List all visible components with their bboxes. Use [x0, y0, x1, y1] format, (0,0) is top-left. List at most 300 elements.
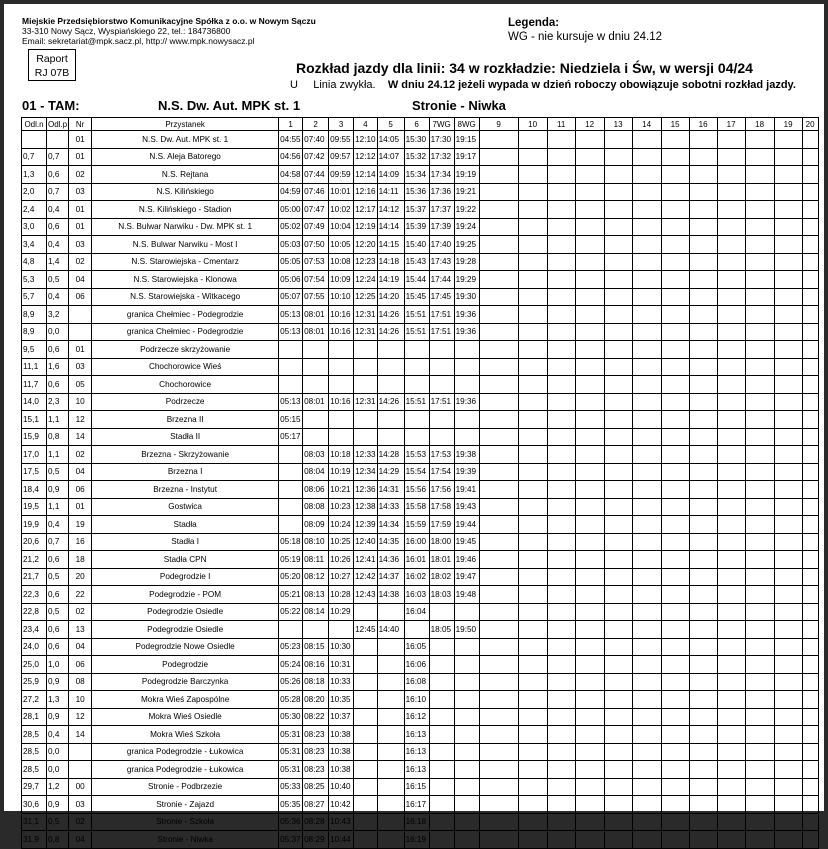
distance-total: 28,5	[22, 743, 47, 761]
departure-time: 14:07	[377, 148, 404, 166]
empty-cell	[479, 201, 518, 219]
empty-cell	[745, 446, 774, 464]
empty-cell	[575, 638, 604, 656]
table-row	[22, 761, 819, 779]
departure-time: 10:30	[329, 638, 354, 656]
departure-time	[454, 428, 479, 446]
empty-cell	[518, 481, 547, 499]
empty-cell	[802, 778, 818, 796]
departure-time: 16:12	[404, 708, 429, 726]
empty-cell	[575, 358, 604, 376]
empty-cell	[802, 376, 818, 394]
empty-cell	[575, 516, 604, 534]
empty-cell	[717, 533, 745, 551]
table-row	[22, 131, 819, 149]
empty-cell	[575, 253, 604, 271]
empty-cell	[802, 358, 818, 376]
departure-time: 19:25	[454, 236, 479, 254]
empty-cell	[661, 691, 689, 709]
empty-cell	[774, 533, 802, 551]
empty-cell	[604, 393, 632, 411]
empty-cell	[547, 708, 575, 726]
empty-cell	[689, 831, 717, 849]
departure-time: 08:16	[303, 656, 329, 674]
empty-cell	[717, 498, 745, 516]
stop-name: N.S. Kilińskiego - Stadion	[92, 201, 279, 219]
distance-segment: 0,5	[47, 813, 69, 831]
empty-cell	[689, 271, 717, 289]
empty-cell	[802, 743, 818, 761]
company-name: Miejskie Przedsiębiorstwo Komunikacyjne Spółka z o.o. w Nowym Sączu	[22, 16, 316, 26]
table-row	[22, 638, 819, 656]
departure-time: 15:53	[404, 446, 429, 464]
departure-time: 12:42	[354, 568, 378, 586]
table-header	[22, 118, 819, 131]
departure-time: 10:38	[329, 743, 354, 761]
empty-cell	[575, 288, 604, 306]
empty-cell	[689, 568, 717, 586]
table-row	[22, 656, 819, 674]
empty-cell	[661, 393, 689, 411]
departure-time: 05:26	[279, 673, 303, 691]
empty-cell	[661, 813, 689, 831]
empty-cell	[745, 638, 774, 656]
departure-time	[454, 376, 479, 394]
empty-cell	[547, 393, 575, 411]
empty-cell	[774, 516, 802, 534]
departure-time: 16:19	[404, 831, 429, 849]
empty-cell	[802, 673, 818, 691]
empty-cell	[479, 218, 518, 236]
departure-time: 04:55	[279, 131, 303, 149]
empty-cell	[547, 761, 575, 779]
stop-number: 16	[69, 533, 92, 551]
stop-name: Podrzecze	[92, 393, 279, 411]
empty-cell	[632, 183, 661, 201]
empty-cell	[518, 743, 547, 761]
empty-cell	[802, 393, 818, 411]
empty-cell	[575, 533, 604, 551]
empty-cell	[575, 586, 604, 604]
empty-cell	[717, 621, 745, 639]
empty-cell	[661, 183, 689, 201]
departure-time: 10:43	[329, 813, 354, 831]
table-row	[22, 778, 819, 796]
empty-cell	[547, 568, 575, 586]
empty-cell	[518, 253, 547, 271]
empty-cell	[632, 673, 661, 691]
column-header: 12	[575, 118, 604, 131]
stop-name: N.S. Rejtana	[92, 166, 279, 184]
column-header: 4	[354, 118, 378, 131]
distance-total: 27,2	[22, 691, 47, 709]
departure-time: 10:42	[329, 796, 354, 814]
empty-cell	[604, 533, 632, 551]
stop-name: N.S. Aleja Batorego	[92, 148, 279, 166]
departure-time: 16:18	[404, 813, 429, 831]
departure-time	[454, 411, 479, 429]
departure-time: 14:14	[377, 218, 404, 236]
stop-name: Stronie - Zajazd	[92, 796, 279, 814]
departure-time: 07:44	[303, 166, 329, 184]
table-row	[22, 358, 819, 376]
empty-cell	[604, 411, 632, 429]
stop-name: N.S. Kilińskiego	[92, 183, 279, 201]
departure-time: 14:20	[377, 288, 404, 306]
departure-time: 05:18	[279, 533, 303, 551]
empty-cell	[689, 463, 717, 481]
distance-total: 18,4	[22, 481, 47, 499]
empty-cell	[479, 271, 518, 289]
empty-cell	[745, 253, 774, 271]
empty-cell	[661, 218, 689, 236]
empty-cell	[479, 411, 518, 429]
empty-cell	[689, 288, 717, 306]
departure-time: 10:09	[329, 271, 354, 289]
distance-total: 17,0	[22, 446, 47, 464]
distance-segment: 1,1	[47, 498, 69, 516]
empty-cell	[661, 726, 689, 744]
empty-cell	[632, 533, 661, 551]
empty-cell	[547, 498, 575, 516]
departure-time	[354, 761, 378, 779]
empty-cell	[479, 148, 518, 166]
empty-cell	[717, 183, 745, 201]
empty-cell	[575, 656, 604, 674]
stop-number: 03	[69, 183, 92, 201]
empty-cell	[479, 236, 518, 254]
empty-cell	[547, 551, 575, 569]
empty-cell	[774, 708, 802, 726]
empty-cell	[661, 148, 689, 166]
departure-time: 05:21	[279, 586, 303, 604]
distance-segment: 0,5	[47, 271, 69, 289]
empty-cell	[547, 166, 575, 184]
column-header: 2	[303, 118, 329, 131]
empty-cell	[479, 726, 518, 744]
distance-total: 1,3	[22, 166, 47, 184]
departure-time: 15:34	[404, 166, 429, 184]
empty-cell	[632, 726, 661, 744]
empty-cell	[479, 306, 518, 324]
table-row	[22, 148, 819, 166]
departure-time: 15:32	[404, 148, 429, 166]
departure-time: 14:28	[377, 446, 404, 464]
empty-cell	[518, 603, 547, 621]
empty-cell	[547, 463, 575, 481]
empty-cell	[689, 411, 717, 429]
empty-cell	[689, 673, 717, 691]
timetable-page	[4, 4, 824, 844]
empty-cell	[661, 551, 689, 569]
departure-time	[377, 743, 404, 761]
departure-time: 12:20	[354, 236, 378, 254]
departure-time: 17:51	[429, 306, 454, 324]
empty-cell	[802, 131, 818, 149]
departure-time: 18:05	[429, 621, 454, 639]
empty-cell	[547, 656, 575, 674]
empty-cell	[717, 463, 745, 481]
table-row	[22, 586, 819, 604]
empty-cell	[661, 446, 689, 464]
empty-cell	[604, 236, 632, 254]
departure-time	[279, 498, 303, 516]
stop-name: granica Chełmiec - Podegrodzie	[92, 323, 279, 341]
empty-cell	[661, 341, 689, 359]
departure-time: 16:08	[404, 673, 429, 691]
distance-segment: 0,6	[47, 218, 69, 236]
column-header: 11	[547, 118, 575, 131]
stop-name: granica Podegrodzie - Łukowica	[92, 743, 279, 761]
departure-time: 07:49	[303, 218, 329, 236]
empty-cell	[479, 463, 518, 481]
empty-cell	[632, 358, 661, 376]
empty-cell	[518, 446, 547, 464]
distance-segment	[47, 131, 69, 149]
distance-segment: 0,6	[47, 166, 69, 184]
stop-number: 00	[69, 778, 92, 796]
departure-time	[454, 691, 479, 709]
departure-time: 17:32	[429, 148, 454, 166]
empty-cell	[689, 761, 717, 779]
empty-cell	[745, 166, 774, 184]
distance-total: 25,0	[22, 656, 47, 674]
empty-cell	[745, 271, 774, 289]
empty-cell	[518, 516, 547, 534]
empty-cell	[745, 393, 774, 411]
table-row	[22, 271, 819, 289]
departure-time	[404, 621, 429, 639]
departure-time: 08:14	[303, 603, 329, 621]
table-row	[22, 428, 819, 446]
empty-cell	[689, 306, 717, 324]
empty-cell	[745, 516, 774, 534]
stop-name: Mokra Wieś Zapospólne	[92, 691, 279, 709]
departure-time: 05:06	[279, 271, 303, 289]
empty-cell	[717, 708, 745, 726]
empty-cell	[774, 341, 802, 359]
empty-cell	[689, 778, 717, 796]
empty-cell	[774, 621, 802, 639]
distance-segment: 0,6	[47, 551, 69, 569]
empty-cell	[745, 831, 774, 849]
departure-time: 19:24	[454, 218, 479, 236]
empty-cell	[632, 148, 661, 166]
empty-cell	[802, 288, 818, 306]
departure-time: 10:19	[329, 463, 354, 481]
departure-time: 18:00	[429, 533, 454, 551]
empty-cell	[604, 831, 632, 849]
departure-time: 12:40	[354, 533, 378, 551]
departure-time: 12:25	[354, 288, 378, 306]
departure-time	[429, 708, 454, 726]
departure-time: 10:38	[329, 726, 354, 744]
empty-cell	[575, 376, 604, 394]
empty-cell	[745, 761, 774, 779]
stop-name: N.S. Starowiejska - Klonowa	[92, 271, 279, 289]
departure-time: 12:12	[354, 148, 378, 166]
empty-cell	[661, 236, 689, 254]
departure-time	[429, 813, 454, 831]
empty-cell	[632, 446, 661, 464]
empty-cell	[632, 708, 661, 726]
empty-cell	[689, 743, 717, 761]
departure-time	[279, 481, 303, 499]
empty-cell	[632, 568, 661, 586]
empty-cell	[661, 498, 689, 516]
departure-time: 19:44	[454, 516, 479, 534]
table-body	[22, 131, 819, 849]
empty-cell	[575, 393, 604, 411]
distance-total: 8,9	[22, 323, 47, 341]
empty-cell	[518, 411, 547, 429]
departure-time: 12:34	[354, 463, 378, 481]
empty-cell	[604, 673, 632, 691]
column-header: 6	[404, 118, 429, 131]
distance-total: 29,7	[22, 778, 47, 796]
departure-time: 15:30	[404, 131, 429, 149]
departure-time	[329, 428, 354, 446]
departure-time: 08:12	[303, 568, 329, 586]
empty-cell	[689, 393, 717, 411]
departure-time: 19:28	[454, 253, 479, 271]
empty-cell	[547, 726, 575, 744]
empty-cell	[689, 813, 717, 831]
departure-time: 10:21	[329, 481, 354, 499]
empty-cell	[661, 376, 689, 394]
empty-cell	[745, 568, 774, 586]
empty-cell	[689, 516, 717, 534]
empty-cell	[518, 656, 547, 674]
stop-number: 01	[69, 148, 92, 166]
empty-cell	[604, 656, 632, 674]
distance-total: 5,3	[22, 271, 47, 289]
empty-cell	[774, 148, 802, 166]
departure-time	[404, 341, 429, 359]
empty-cell	[661, 411, 689, 429]
empty-cell	[774, 218, 802, 236]
empty-cell	[518, 358, 547, 376]
empty-cell	[604, 201, 632, 219]
stop-name: Stronie - Niwka	[92, 831, 279, 849]
empty-cell	[604, 271, 632, 289]
departure-time: 10:18	[329, 446, 354, 464]
departure-time: 19:17	[454, 148, 479, 166]
distance-segment: 0,9	[47, 708, 69, 726]
empty-cell	[547, 131, 575, 149]
departure-time	[404, 411, 429, 429]
empty-cell	[774, 761, 802, 779]
departure-time: 17:56	[429, 481, 454, 499]
departure-time	[354, 358, 378, 376]
empty-cell	[604, 218, 632, 236]
empty-cell	[518, 551, 547, 569]
table-row	[22, 323, 819, 341]
empty-cell	[745, 218, 774, 236]
departure-time: 14:15	[377, 236, 404, 254]
empty-cell	[661, 603, 689, 621]
empty-cell	[518, 691, 547, 709]
departure-time: 12:17	[354, 201, 378, 219]
departure-time: 19:38	[454, 446, 479, 464]
stop-name: Stadła I	[92, 533, 279, 551]
empty-cell	[802, 253, 818, 271]
departure-time: 14:38	[377, 586, 404, 604]
empty-cell	[479, 498, 518, 516]
empty-cell	[518, 271, 547, 289]
direction-from: N.S. Dw. Aut. MPK st. 1	[158, 98, 301, 113]
departure-time	[354, 673, 378, 691]
empty-cell	[575, 446, 604, 464]
empty-cell	[518, 428, 547, 446]
departure-time: 12:39	[354, 516, 378, 534]
stop-number: 02	[69, 166, 92, 184]
departure-time: 17:54	[429, 463, 454, 481]
departure-time: 10:37	[329, 708, 354, 726]
empty-cell	[575, 708, 604, 726]
departure-time: 16:13	[404, 726, 429, 744]
table-row	[22, 288, 819, 306]
departure-time: 19:39	[454, 463, 479, 481]
distance-segment: 1,0	[47, 656, 69, 674]
column-header: 13	[604, 118, 632, 131]
empty-cell	[802, 341, 818, 359]
departure-time: 08:27	[303, 796, 329, 814]
table-row	[22, 183, 819, 201]
table-row	[22, 708, 819, 726]
empty-cell	[632, 166, 661, 184]
departure-time: 16:04	[404, 603, 429, 621]
table-row	[22, 376, 819, 394]
empty-cell	[518, 236, 547, 254]
empty-cell	[774, 778, 802, 796]
distance-total: 31,1	[22, 813, 47, 831]
distance-total: 2,4	[22, 201, 47, 219]
distance-total: 15,1	[22, 411, 47, 429]
departure-time: 16:00	[404, 533, 429, 551]
empty-cell	[774, 831, 802, 849]
empty-cell	[632, 656, 661, 674]
departure-time: 05:31	[279, 726, 303, 744]
empty-cell	[479, 376, 518, 394]
departure-time: 14:18	[377, 253, 404, 271]
empty-cell	[604, 796, 632, 814]
empty-cell	[479, 358, 518, 376]
legend-title: Legenda:	[508, 17, 560, 29]
stop-number: 10	[69, 393, 92, 411]
departure-time	[354, 708, 378, 726]
empty-cell	[745, 341, 774, 359]
empty-cell	[604, 638, 632, 656]
empty-cell	[774, 236, 802, 254]
stop-number: 12	[69, 708, 92, 726]
empty-cell	[479, 551, 518, 569]
empty-cell	[575, 551, 604, 569]
departure-time: 19:47	[454, 568, 479, 586]
empty-cell	[802, 306, 818, 324]
departure-time: 10:40	[329, 778, 354, 796]
empty-cell	[632, 498, 661, 516]
empty-cell	[774, 358, 802, 376]
departure-time: 15:40	[404, 236, 429, 254]
empty-cell	[547, 376, 575, 394]
empty-cell	[479, 586, 518, 604]
empty-cell	[661, 568, 689, 586]
empty-cell	[745, 183, 774, 201]
distance-segment: 0,4	[47, 726, 69, 744]
stop-number: 02	[69, 446, 92, 464]
distance-total: 21,7	[22, 568, 47, 586]
